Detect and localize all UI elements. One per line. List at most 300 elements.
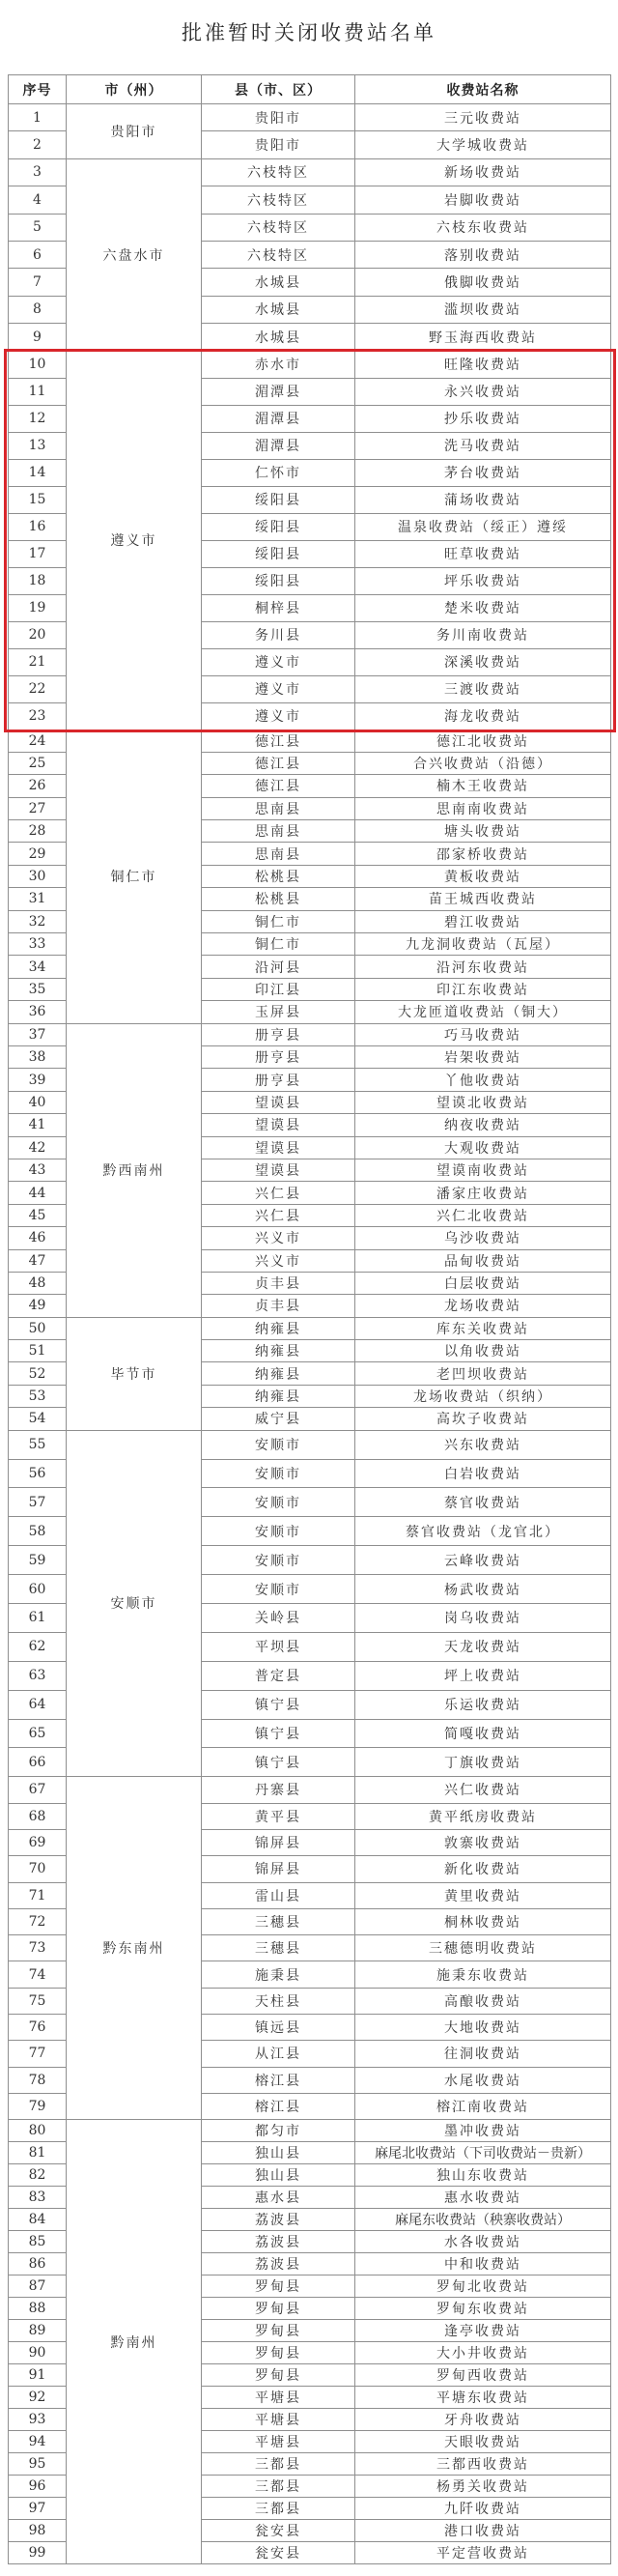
county-cell: 水城县 bbox=[202, 296, 355, 323]
row-number: 43 bbox=[9, 1159, 67, 1181]
row-number: 11 bbox=[9, 378, 67, 405]
county-cell: 铜仁市 bbox=[202, 933, 355, 956]
row-number: 66 bbox=[9, 1748, 67, 1777]
row-number: 62 bbox=[9, 1632, 67, 1661]
county-cell: 平塘县 bbox=[202, 2409, 355, 2431]
table-row bbox=[9, 1317, 611, 1339]
city-cell: 六盘水市 bbox=[67, 158, 202, 351]
county-cell: 六枝特区 bbox=[202, 241, 355, 268]
station-cell: 新化收费站 bbox=[355, 1856, 611, 1882]
station-cell: 大地收费站 bbox=[355, 2014, 611, 2040]
station-cell: 杨武收费站 bbox=[355, 1575, 611, 1604]
county-cell: 三穗县 bbox=[202, 1935, 355, 1961]
county-cell: 水城县 bbox=[202, 324, 355, 351]
county-cell: 安顺市 bbox=[202, 1575, 355, 1604]
table-row bbox=[9, 158, 611, 186]
table-row bbox=[9, 1430, 611, 1459]
row-number: 45 bbox=[9, 1204, 67, 1226]
station-cell: 新场收费站 bbox=[355, 158, 611, 186]
station-cell: 碧江收费站 bbox=[355, 910, 611, 932]
row-number: 25 bbox=[9, 752, 67, 774]
row-number: 83 bbox=[9, 2187, 67, 2209]
station-cell: 印江东收费站 bbox=[355, 978, 611, 1000]
row-number: 47 bbox=[9, 1249, 67, 1272]
county-cell: 安顺市 bbox=[202, 1488, 355, 1517]
station-cell: 德江北收费站 bbox=[355, 730, 611, 752]
station-cell: 望谟南收费站 bbox=[355, 1159, 611, 1181]
row-number: 41 bbox=[9, 1114, 67, 1136]
row-number: 52 bbox=[9, 1362, 67, 1385]
station-cell: 桐林收费站 bbox=[355, 1908, 611, 1934]
station-cell: 蔡官收费站（龙官北） bbox=[355, 1517, 611, 1546]
station-cell: 洗马收费站 bbox=[355, 432, 611, 459]
county-cell: 榕江县 bbox=[202, 2093, 355, 2119]
station-cell: 九阡收费站 bbox=[355, 2498, 611, 2520]
county-cell: 绥阳县 bbox=[202, 567, 355, 594]
row-number: 37 bbox=[9, 1023, 67, 1045]
row-number: 99 bbox=[9, 2542, 67, 2564]
row-number: 54 bbox=[9, 1408, 67, 1430]
row-number: 80 bbox=[9, 2120, 67, 2142]
station-cell: 大小井收费站 bbox=[355, 2342, 611, 2364]
county-cell: 湄潭县 bbox=[202, 378, 355, 405]
county-cell: 德江县 bbox=[202, 752, 355, 774]
row-number: 15 bbox=[9, 486, 67, 513]
station-cell: 野玉海西收费站 bbox=[355, 324, 611, 351]
county-cell: 松桃县 bbox=[202, 865, 355, 887]
station-cell: 旺草收费站 bbox=[355, 540, 611, 567]
row-number: 89 bbox=[9, 2320, 67, 2342]
table-body bbox=[9, 104, 611, 2564]
county-cell: 纳雍县 bbox=[202, 1385, 355, 1407]
county-cell: 册亨县 bbox=[202, 1023, 355, 1045]
row-number: 73 bbox=[9, 1935, 67, 1961]
header-county: 县（市、区） bbox=[202, 75, 355, 104]
county-cell: 榕江县 bbox=[202, 2067, 355, 2093]
row-number: 7 bbox=[9, 269, 67, 296]
station-cell: 水尾收费站 bbox=[355, 2067, 611, 2093]
county-cell: 思南县 bbox=[202, 820, 355, 843]
row-number: 34 bbox=[9, 956, 67, 978]
row-number: 79 bbox=[9, 2093, 67, 2119]
station-cell: 俄脚收费站 bbox=[355, 269, 611, 296]
row-number: 12 bbox=[9, 405, 67, 432]
station-cell: 天眼收费站 bbox=[355, 2431, 611, 2453]
station-cell: 以角收费站 bbox=[355, 1340, 611, 1362]
table-row bbox=[9, 2120, 611, 2142]
county-cell: 丹寨县 bbox=[202, 1777, 355, 1803]
station-cell: 墨冲收费站 bbox=[355, 2120, 611, 2142]
station-cell: 平定营收费站 bbox=[355, 2542, 611, 2564]
county-cell: 湄潭县 bbox=[202, 432, 355, 459]
row-number: 36 bbox=[9, 1001, 67, 1023]
city-cell: 黔东南州 bbox=[67, 1777, 202, 2120]
row-number: 46 bbox=[9, 1227, 67, 1249]
county-cell: 都匀市 bbox=[202, 2120, 355, 2142]
county-cell: 德江县 bbox=[202, 775, 355, 797]
row-number: 90 bbox=[9, 2342, 67, 2364]
station-cell: 麻尾东收费站（秧寨收费站） bbox=[355, 2209, 611, 2231]
county-cell: 纳雍县 bbox=[202, 1340, 355, 1362]
row-number: 1 bbox=[9, 104, 67, 131]
station-cell: 兴仁北收费站 bbox=[355, 1204, 611, 1226]
county-cell: 镇宁县 bbox=[202, 1719, 355, 1748]
county-cell: 雷山县 bbox=[202, 1882, 355, 1908]
header-index: 序号 bbox=[9, 75, 67, 104]
row-number: 33 bbox=[9, 933, 67, 956]
row-number: 96 bbox=[9, 2476, 67, 2498]
row-number: 64 bbox=[9, 1690, 67, 1719]
row-number: 16 bbox=[9, 513, 67, 540]
county-cell: 普定县 bbox=[202, 1661, 355, 1690]
row-number: 68 bbox=[9, 1803, 67, 1829]
row-number: 88 bbox=[9, 2298, 67, 2320]
station-cell: 白层收费站 bbox=[355, 1272, 611, 1294]
row-number: 70 bbox=[9, 1856, 67, 1882]
station-cell: 高坎子收费站 bbox=[355, 1408, 611, 1430]
header-city: 市（州） bbox=[67, 75, 202, 104]
station-cell: 楠木王收费站 bbox=[355, 775, 611, 797]
row-number: 10 bbox=[9, 351, 67, 378]
county-cell: 玉屏县 bbox=[202, 1001, 355, 1023]
row-number: 6 bbox=[9, 241, 67, 268]
row-number: 21 bbox=[9, 648, 67, 675]
station-cell: 牙舟收费站 bbox=[355, 2409, 611, 2431]
station-cell: 库东关收费站 bbox=[355, 1317, 611, 1339]
station-cell: 独山东收费站 bbox=[355, 2164, 611, 2187]
table-header bbox=[9, 75, 611, 104]
station-cell: 兴仁收费站 bbox=[355, 1777, 611, 1803]
county-cell: 三都县 bbox=[202, 2476, 355, 2498]
county-cell: 桐梓县 bbox=[202, 594, 355, 621]
county-cell: 罗甸县 bbox=[202, 2275, 355, 2298]
row-number: 51 bbox=[9, 1340, 67, 1362]
county-cell: 安顺市 bbox=[202, 1459, 355, 1488]
station-cell: 罗甸东收费站 bbox=[355, 2298, 611, 2320]
county-cell: 兴义市 bbox=[202, 1249, 355, 1272]
header-station: 收费站名称 bbox=[355, 75, 611, 104]
page-title: 批准暂时关闭收费站名单 bbox=[182, 21, 436, 44]
station-cell: 大观收费站 bbox=[355, 1136, 611, 1159]
station-cell: 三元收费站 bbox=[355, 104, 611, 131]
county-cell: 从江县 bbox=[202, 2041, 355, 2067]
county-cell: 平坝县 bbox=[202, 1632, 355, 1661]
county-cell: 平塘县 bbox=[202, 2431, 355, 2453]
county-cell: 惠水县 bbox=[202, 2187, 355, 2209]
row-number: 61 bbox=[9, 1603, 67, 1632]
county-cell: 罗甸县 bbox=[202, 2320, 355, 2342]
county-cell: 沿河县 bbox=[202, 956, 355, 978]
city-cell: 铜仁市 bbox=[67, 730, 202, 1023]
county-cell: 安顺市 bbox=[202, 1430, 355, 1459]
county-cell: 瓮安县 bbox=[202, 2542, 355, 2564]
station-cell: 港口收费站 bbox=[355, 2520, 611, 2542]
row-number: 82 bbox=[9, 2164, 67, 2187]
county-cell: 德江县 bbox=[202, 730, 355, 752]
city-cell: 贵阳市 bbox=[67, 104, 202, 159]
row-number: 77 bbox=[9, 2041, 67, 2067]
county-cell: 镇宁县 bbox=[202, 1748, 355, 1777]
station-cell: 往洞收费站 bbox=[355, 2041, 611, 2067]
county-cell: 独山县 bbox=[202, 2164, 355, 2187]
county-cell: 铜仁市 bbox=[202, 910, 355, 932]
county-cell: 册亨县 bbox=[202, 1069, 355, 1091]
station-cell: 兴东收费站 bbox=[355, 1430, 611, 1459]
station-cell: 旺隆收费站 bbox=[355, 351, 611, 378]
station-cell: 蔡官收费站 bbox=[355, 1488, 611, 1517]
station-cell: 白岩收费站 bbox=[355, 1459, 611, 1488]
row-number: 58 bbox=[9, 1517, 67, 1546]
station-cell: 惠水收费站 bbox=[355, 2187, 611, 2209]
station-cell: 六枝东收费站 bbox=[355, 214, 611, 241]
table-row bbox=[9, 104, 611, 131]
station-cell: 海龙收费站 bbox=[355, 702, 611, 730]
county-cell: 遵义市 bbox=[202, 675, 355, 702]
row-number: 13 bbox=[9, 432, 67, 459]
city-cell: 黔西南州 bbox=[67, 1023, 202, 1317]
county-cell: 望谟县 bbox=[202, 1159, 355, 1181]
county-cell: 罗甸县 bbox=[202, 2364, 355, 2387]
county-cell: 纳雍县 bbox=[202, 1362, 355, 1385]
county-cell: 遵义市 bbox=[202, 702, 355, 730]
station-cell: 乐运收费站 bbox=[355, 1690, 611, 1719]
station-cell: 品甸收费站 bbox=[355, 1249, 611, 1272]
county-cell: 望谟县 bbox=[202, 1136, 355, 1159]
row-number: 29 bbox=[9, 843, 67, 865]
row-number: 39 bbox=[9, 1069, 67, 1091]
row-number: 38 bbox=[9, 1045, 67, 1068]
row-number: 3 bbox=[9, 158, 67, 186]
row-number: 2 bbox=[9, 131, 67, 158]
row-number: 28 bbox=[9, 820, 67, 843]
county-cell: 独山县 bbox=[202, 2142, 355, 2164]
county-cell: 遵义市 bbox=[202, 648, 355, 675]
row-number: 92 bbox=[9, 2387, 67, 2409]
station-cell: 茅台收费站 bbox=[355, 459, 611, 486]
county-cell: 纳雍县 bbox=[202, 1317, 355, 1339]
station-cell: 落别收费站 bbox=[355, 241, 611, 268]
row-number: 30 bbox=[9, 865, 67, 887]
station-cell: 乌沙收费站 bbox=[355, 1227, 611, 1249]
row-number: 86 bbox=[9, 2253, 67, 2275]
station-cell: 九龙洞收费站（瓦屋） bbox=[355, 933, 611, 956]
table-row bbox=[9, 730, 611, 752]
station-cell: 温泉收费站（绥正）遵绥 bbox=[355, 513, 611, 540]
city-cell: 黔南州 bbox=[67, 2120, 202, 2564]
station-cell: 楚米收费站 bbox=[355, 594, 611, 621]
table-row bbox=[9, 1023, 611, 1045]
station-cell: 丫他收费站 bbox=[355, 1069, 611, 1091]
row-number: 91 bbox=[9, 2364, 67, 2387]
station-cell: 平塘东收费站 bbox=[355, 2387, 611, 2409]
station-cell: 三渡收费站 bbox=[355, 675, 611, 702]
county-cell: 兴义市 bbox=[202, 1227, 355, 1249]
row-number: 20 bbox=[9, 621, 67, 648]
row-number: 26 bbox=[9, 775, 67, 797]
row-number: 31 bbox=[9, 888, 67, 910]
station-cell: 务川南收费站 bbox=[355, 621, 611, 648]
county-cell: 水城县 bbox=[202, 269, 355, 296]
station-cell: 大龙匝道收费站（铜大） bbox=[355, 1001, 611, 1023]
county-cell: 六枝特区 bbox=[202, 214, 355, 241]
station-cell: 杨勇关收费站 bbox=[355, 2476, 611, 2498]
row-number: 9 bbox=[9, 324, 67, 351]
county-cell: 三穗县 bbox=[202, 1908, 355, 1934]
row-number: 17 bbox=[9, 540, 67, 567]
row-number: 57 bbox=[9, 1488, 67, 1517]
station-cell: 坪上收费站 bbox=[355, 1661, 611, 1690]
table-row bbox=[9, 1777, 611, 1803]
county-cell: 天柱县 bbox=[202, 1988, 355, 2014]
station-cell: 中和收费站 bbox=[355, 2253, 611, 2275]
station-cell: 沿河东收费站 bbox=[355, 956, 611, 978]
station-cell: 水各收费站 bbox=[355, 2231, 611, 2253]
row-number: 23 bbox=[9, 702, 67, 730]
county-cell: 安顺市 bbox=[202, 1517, 355, 1546]
county-cell: 松桃县 bbox=[202, 888, 355, 910]
station-cell: 岗乌收费站 bbox=[355, 1603, 611, 1632]
station-cell: 榕江南收费站 bbox=[355, 2093, 611, 2119]
station-cell: 三都西收费站 bbox=[355, 2453, 611, 2476]
row-number: 69 bbox=[9, 1829, 67, 1855]
county-cell: 镇远县 bbox=[202, 2014, 355, 2040]
county-cell: 安顺市 bbox=[202, 1546, 355, 1575]
station-cell: 深溪收费站 bbox=[355, 648, 611, 675]
row-number: 95 bbox=[9, 2453, 67, 2476]
row-number: 53 bbox=[9, 1385, 67, 1407]
row-number: 44 bbox=[9, 1182, 67, 1204]
county-cell: 锦屏县 bbox=[202, 1829, 355, 1855]
station-cell: 罗甸北收费站 bbox=[355, 2275, 611, 2298]
row-number: 76 bbox=[9, 2014, 67, 2040]
station-cell: 塘头收费站 bbox=[355, 820, 611, 843]
row-number: 81 bbox=[9, 2142, 67, 2164]
county-cell: 黄平县 bbox=[202, 1803, 355, 1829]
station-cell: 合兴收费站（沿德） bbox=[355, 752, 611, 774]
row-number: 56 bbox=[9, 1459, 67, 1488]
county-cell: 锦屏县 bbox=[202, 1856, 355, 1882]
county-cell: 平塘县 bbox=[202, 2387, 355, 2409]
row-number: 18 bbox=[9, 567, 67, 594]
row-number: 27 bbox=[9, 797, 67, 819]
table-row bbox=[9, 351, 611, 378]
county-cell: 威宁县 bbox=[202, 1408, 355, 1430]
county-cell: 罗甸县 bbox=[202, 2342, 355, 2364]
station-cell: 蒲场收费站 bbox=[355, 486, 611, 513]
row-number: 19 bbox=[9, 594, 67, 621]
row-number: 49 bbox=[9, 1295, 67, 1317]
station-cell: 施秉东收费站 bbox=[355, 1961, 611, 1988]
station-cell: 邵家桥收费站 bbox=[355, 843, 611, 865]
row-number: 75 bbox=[9, 1988, 67, 2014]
county-cell: 罗甸县 bbox=[202, 2298, 355, 2320]
station-cell: 龙场收费站 bbox=[355, 1295, 611, 1317]
county-cell: 三都县 bbox=[202, 2453, 355, 2476]
county-cell: 兴仁县 bbox=[202, 1204, 355, 1226]
station-cell: 黄平纸房收费站 bbox=[355, 1803, 611, 1829]
row-number: 35 bbox=[9, 978, 67, 1000]
station-cell: 丁旗收费站 bbox=[355, 1748, 611, 1777]
station-cell: 天龙收费站 bbox=[355, 1632, 611, 1661]
row-number: 5 bbox=[9, 214, 67, 241]
station-cell: 岩脚收费站 bbox=[355, 186, 611, 214]
county-cell: 册亨县 bbox=[202, 1045, 355, 1068]
station-cell: 逢亭收费站 bbox=[355, 2320, 611, 2342]
county-cell: 镇宁县 bbox=[202, 1690, 355, 1719]
county-cell: 兴仁县 bbox=[202, 1182, 355, 1204]
row-number: 55 bbox=[9, 1430, 67, 1459]
station-cell: 纳夜收费站 bbox=[355, 1114, 611, 1136]
row-number: 72 bbox=[9, 1908, 67, 1934]
row-number: 24 bbox=[9, 730, 67, 752]
row-number: 94 bbox=[9, 2431, 67, 2453]
station-cell: 麻尾北收费站（下司收费站－贵新） bbox=[355, 2142, 611, 2164]
county-cell: 仁怀市 bbox=[202, 459, 355, 486]
county-cell: 赤水市 bbox=[202, 351, 355, 378]
row-number: 8 bbox=[9, 296, 67, 323]
row-number: 84 bbox=[9, 2209, 67, 2231]
row-number: 40 bbox=[9, 1091, 67, 1113]
county-cell: 贵阳市 bbox=[202, 104, 355, 131]
station-cell: 思南南收费站 bbox=[355, 797, 611, 819]
station-cell: 永兴收费站 bbox=[355, 378, 611, 405]
row-number: 93 bbox=[9, 2409, 67, 2431]
county-cell: 望谟县 bbox=[202, 1114, 355, 1136]
row-number: 59 bbox=[9, 1546, 67, 1575]
table-header-row bbox=[9, 75, 611, 104]
county-cell: 贵阳市 bbox=[202, 131, 355, 158]
row-number: 22 bbox=[9, 675, 67, 702]
row-number: 85 bbox=[9, 2231, 67, 2253]
row-number: 74 bbox=[9, 1961, 67, 1988]
station-cell: 岩架收费站 bbox=[355, 1045, 611, 1068]
county-cell: 绥阳县 bbox=[202, 513, 355, 540]
county-cell: 贞丰县 bbox=[202, 1295, 355, 1317]
station-cell: 高酿收费站 bbox=[355, 1988, 611, 2014]
station-cell: 黄里收费站 bbox=[355, 1882, 611, 1908]
county-cell: 贞丰县 bbox=[202, 1272, 355, 1294]
station-cell: 敦寨收费站 bbox=[355, 1829, 611, 1855]
station-cell: 大学城收费站 bbox=[355, 131, 611, 158]
county-cell: 绥阳县 bbox=[202, 540, 355, 567]
station-cell: 云峰收费站 bbox=[355, 1546, 611, 1575]
county-cell: 六枝特区 bbox=[202, 158, 355, 186]
row-number: 42 bbox=[9, 1136, 67, 1159]
station-cell: 三穗德明收费站 bbox=[355, 1935, 611, 1961]
row-number: 14 bbox=[9, 459, 67, 486]
row-number: 48 bbox=[9, 1272, 67, 1294]
county-cell: 荔波县 bbox=[202, 2231, 355, 2253]
toll-station-table bbox=[8, 74, 611, 2564]
station-cell: 苗王城西收费站 bbox=[355, 888, 611, 910]
row-number: 60 bbox=[9, 1575, 67, 1604]
county-cell: 思南县 bbox=[202, 843, 355, 865]
row-number: 63 bbox=[9, 1661, 67, 1690]
station-cell: 龙场收费站（织纳） bbox=[355, 1385, 611, 1407]
row-number: 98 bbox=[9, 2520, 67, 2542]
county-cell: 三都县 bbox=[202, 2498, 355, 2520]
row-number: 67 bbox=[9, 1777, 67, 1803]
station-cell: 潘家庄收费站 bbox=[355, 1182, 611, 1204]
station-cell: 望谟北收费站 bbox=[355, 1091, 611, 1113]
county-cell: 关岭县 bbox=[202, 1603, 355, 1632]
county-cell: 印江县 bbox=[202, 978, 355, 1000]
station-cell: 滥坝收费站 bbox=[355, 296, 611, 323]
county-cell: 湄潭县 bbox=[202, 405, 355, 432]
row-number: 32 bbox=[9, 910, 67, 932]
county-cell: 六枝特区 bbox=[202, 186, 355, 214]
station-cell: 简嘎收费站 bbox=[355, 1719, 611, 1748]
